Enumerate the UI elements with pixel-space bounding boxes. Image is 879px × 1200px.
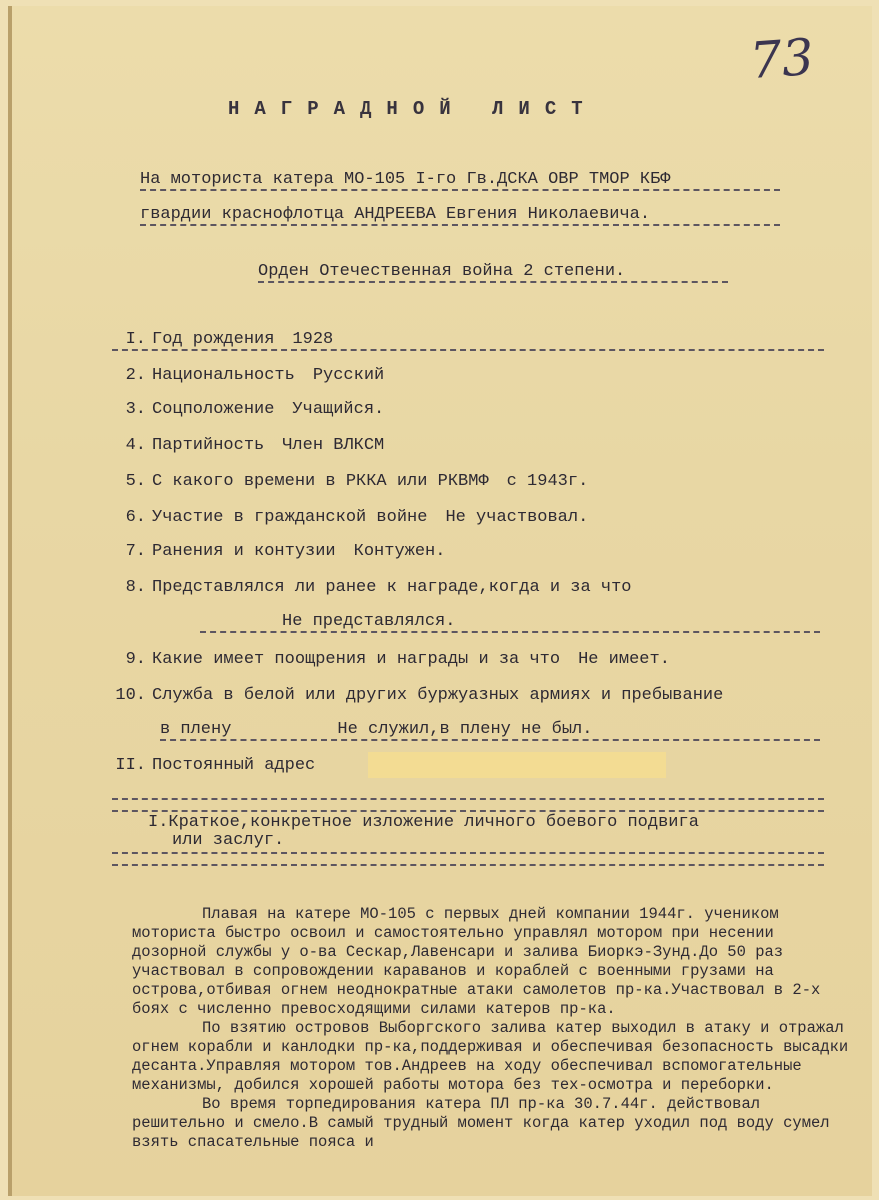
award-name: Орден Отечественная война 2 степени. xyxy=(258,262,728,283)
field-party xyxy=(112,436,384,455)
field-civil-war xyxy=(112,508,588,527)
field-address xyxy=(112,756,315,775)
field-number: II. xyxy=(115,756,146,775)
field-number: 9. xyxy=(125,650,146,669)
section-heading-line1: I.Краткое,конкретное изложение личного боевого подвига xyxy=(148,813,699,832)
field-number: 2. xyxy=(125,366,146,385)
field-number: 3. xyxy=(125,400,146,419)
field-encouragements xyxy=(112,650,670,669)
document-title: НАГРАДНОЙ ЛИСТ xyxy=(228,98,598,120)
field-label: Год рождения xyxy=(152,330,275,349)
field-previous-awards-value xyxy=(200,612,820,633)
field-value: Не имеет. xyxy=(578,650,670,669)
field-number: I. xyxy=(125,330,146,349)
field-value: Учащийся. xyxy=(292,400,385,419)
field-label: Постоянный адрес xyxy=(152,756,316,775)
field-number: 10. xyxy=(115,686,146,705)
field-label: Национальность xyxy=(152,366,295,385)
separator-top xyxy=(112,798,824,812)
field-value: Не служил,в плену не был. xyxy=(337,720,593,739)
field-value: с 1943г. xyxy=(506,472,589,491)
section-heading xyxy=(148,814,699,850)
body-paragraph-2: По взятию островов Выборгского залива катер выходил в атаку и отражал огнем корабли и канлодки пр-ка,поддерживая и обеспечивая безопасность высадки десанта.Управляя мотором тов.Андреев на ходу обеспечивал вспомогательные механизмы, добился хорошей работы мотора без тех-осмотра и переборки. xyxy=(132,1019,849,1094)
field-birth-year xyxy=(112,330,824,351)
field-label: Ранения и контузии xyxy=(152,542,336,561)
field-wounds xyxy=(112,542,445,561)
field-value: Не представлялся. xyxy=(282,612,456,631)
field-value: Контужен. xyxy=(353,542,446,561)
field-nationality xyxy=(112,366,384,385)
field-label: Участие в гражданской войне xyxy=(152,508,428,527)
field-number: 6. xyxy=(125,508,146,527)
nominee-line-2: гвардии краснофлотца АНДРЕЕВА Евгения Николаевича. xyxy=(140,205,780,226)
field-number: 7. xyxy=(125,542,146,561)
field-label: Какие имеет поощрения и награды и за что xyxy=(152,650,561,669)
redacted-address xyxy=(368,752,666,778)
field-label: С какого времени в РККА или РКВМФ xyxy=(152,472,489,491)
field-label: Соцположение xyxy=(152,400,275,419)
body-paragraph-1: Плавая на катере МО-105 с первых дней компании 1944г. учеником моториста быстро освоил и самостоятельно управлял мотором при несении дозорной службы у о-ва Сескар,Лавенсари и залива Биоркэ-Зунд.До 50 раз участвовал в сопровождении караванов и кораблей с военными грузами на острова,отбивая огнем неоднократные атаки самолетов пр-ка.Участвовал в 2-х боях с численно превосходящими силами катеров пр-ка. xyxy=(132,905,821,1018)
field-number: 8. xyxy=(125,578,146,597)
separator-bottom xyxy=(112,852,824,866)
field-label: Партийность xyxy=(152,436,265,455)
field-number: 4. xyxy=(125,436,146,455)
page-number: 73 xyxy=(748,27,816,91)
field-previous-awards xyxy=(112,578,631,597)
field-label: Служба в белой или других буржуазных армиях и пребывание xyxy=(152,686,724,705)
feat-description xyxy=(132,905,852,1152)
field-white-army xyxy=(112,686,723,705)
field-value: 1928 xyxy=(292,330,334,349)
field-white-army-line2 xyxy=(160,720,820,741)
field-number: 5. xyxy=(125,472,146,491)
field-label-continued: в плену xyxy=(160,720,232,739)
body-paragraph-3: Во время торпедирования катера ПЛ пр-ка 30.7.44г. действовал решительно и смело.В самый трудный момент когда катер уходил под воду сумел взять спасательные пояса и xyxy=(132,1095,830,1151)
field-social-status xyxy=(112,400,384,419)
field-service-since xyxy=(112,472,588,491)
section-heading-line2: или заслуг. xyxy=(172,831,285,850)
nominee-line-1: На моториста катера МО-105 I-го Гв.ДСКА ОВР ТМОР КБФ xyxy=(140,170,780,191)
field-label: Представлялся ли ранее к награде,когда и за что xyxy=(152,578,632,597)
field-value: Не участвовал. xyxy=(445,508,589,527)
field-value: Член ВЛКСМ xyxy=(282,436,385,455)
field-value: Русский xyxy=(312,366,385,385)
